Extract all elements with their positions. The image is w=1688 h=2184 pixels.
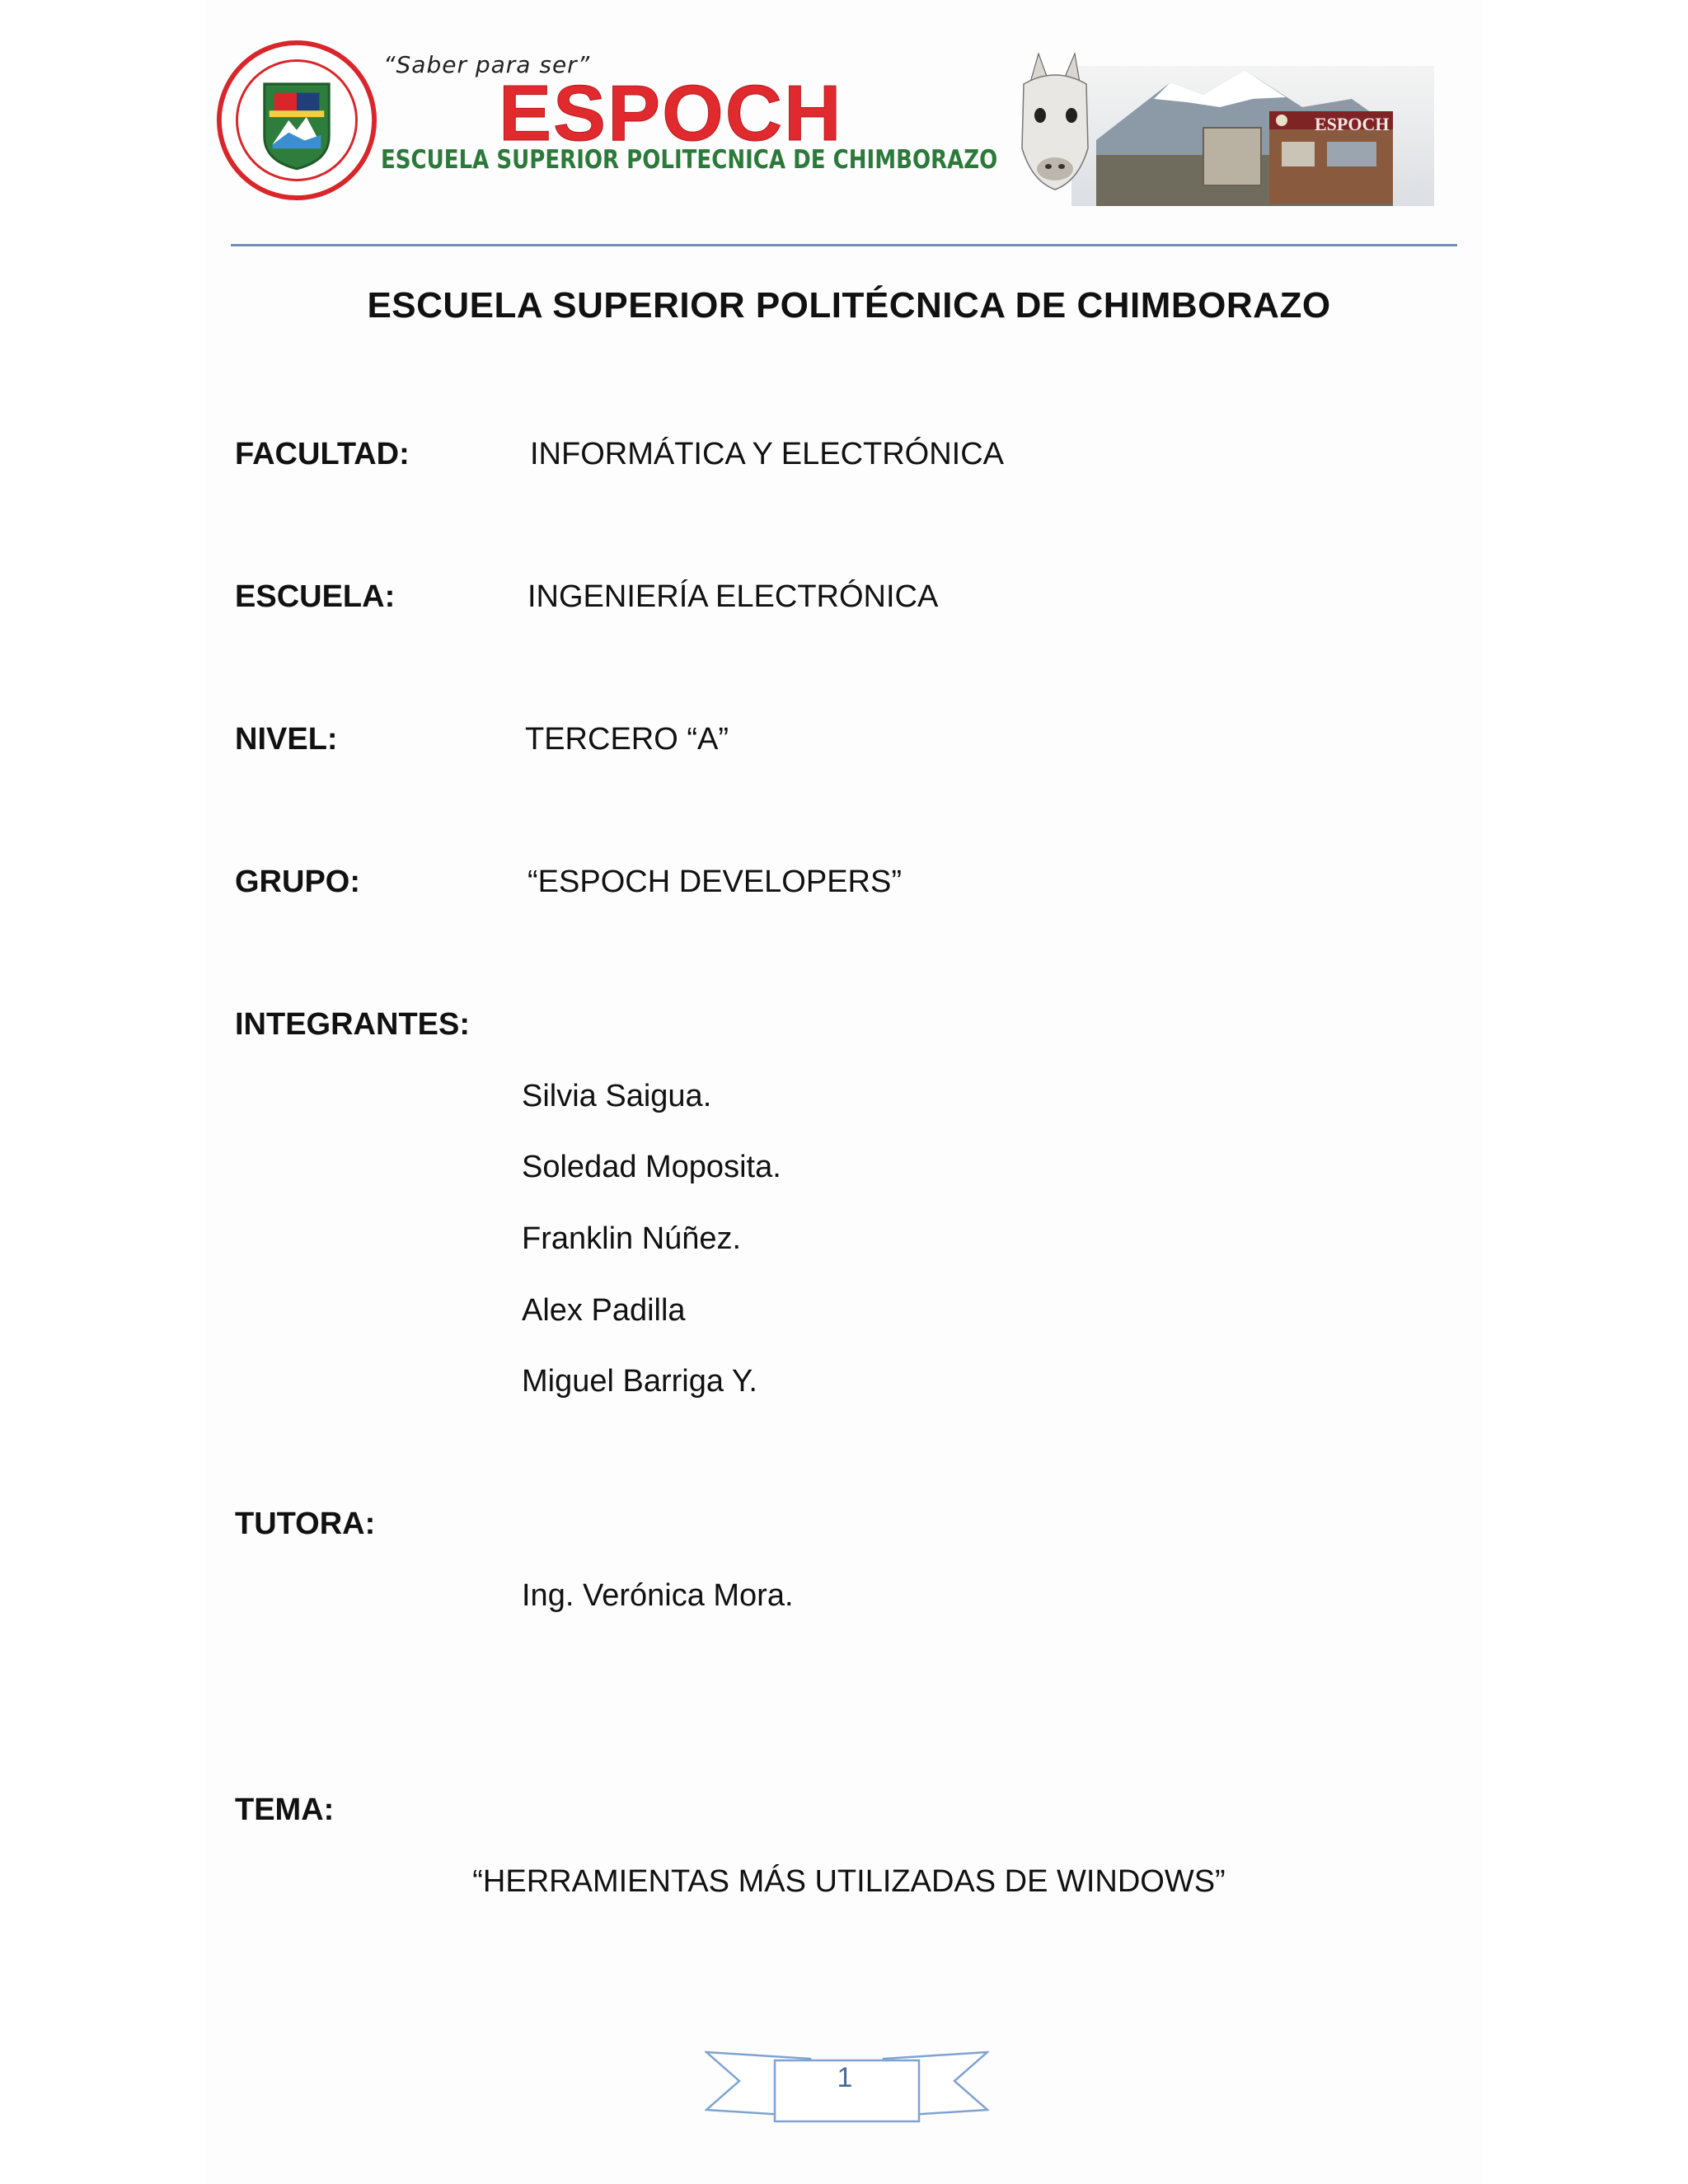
escuela-value: INGENIERÍA ELECTRÓNICA xyxy=(528,579,939,614)
member-item: Silvia Saigua. xyxy=(522,1079,712,1113)
member-item: Alex Padilla xyxy=(522,1293,686,1328)
grupo-value: “ESPOCH DEVELOPERS” xyxy=(528,865,902,899)
document-header xyxy=(206,33,1492,223)
header-divider xyxy=(231,244,1457,246)
tutora-label: TUTORA: xyxy=(235,1507,376,1541)
document-title: ESCUELA SUPERIOR POLITÉCNICA DE CHIMBORAZO xyxy=(367,285,1331,326)
page-margin-right xyxy=(1482,0,1688,2184)
grupo-label: GRUPO: xyxy=(235,865,360,899)
escuela-label: ESCUELA: xyxy=(235,579,396,614)
university-seal-logo xyxy=(216,40,377,201)
nivel-label: NIVEL: xyxy=(235,722,338,757)
facultad-label: FACULTAD: xyxy=(235,437,410,471)
photo-sign-text: ESPOCH xyxy=(1315,114,1390,134)
motto-text: “Saber para ser” xyxy=(383,51,591,78)
brand-subtitle: ESCUELA SUPERIOR POLITECNICA DE CHIMBORAZO xyxy=(381,145,998,175)
page-margin-left xyxy=(0,0,206,2184)
nivel-value: TERCERO “A” xyxy=(525,722,729,757)
page-number: 1 xyxy=(837,2062,853,2093)
espoch-brand-logo: ESPOCH xyxy=(499,69,843,157)
member-item: Soledad Moposita. xyxy=(522,1150,781,1184)
tema-value: “HERRAMIENTAS MÁS UTILIZADAS DE WINDOWS” xyxy=(472,1864,1226,1899)
tema-label: TEMA: xyxy=(235,1793,335,1827)
member-item: Franklin Núñez. xyxy=(522,1221,742,1256)
integrantes-label: INTEGRANTES: xyxy=(235,1007,470,1042)
tutora-name: Ing. Verónica Mora. xyxy=(522,1578,794,1613)
facultad-value: INFORMÁTICA Y ELECTRÓNICA xyxy=(530,437,1005,471)
member-item: Miguel Barriga Y. xyxy=(522,1364,757,1399)
